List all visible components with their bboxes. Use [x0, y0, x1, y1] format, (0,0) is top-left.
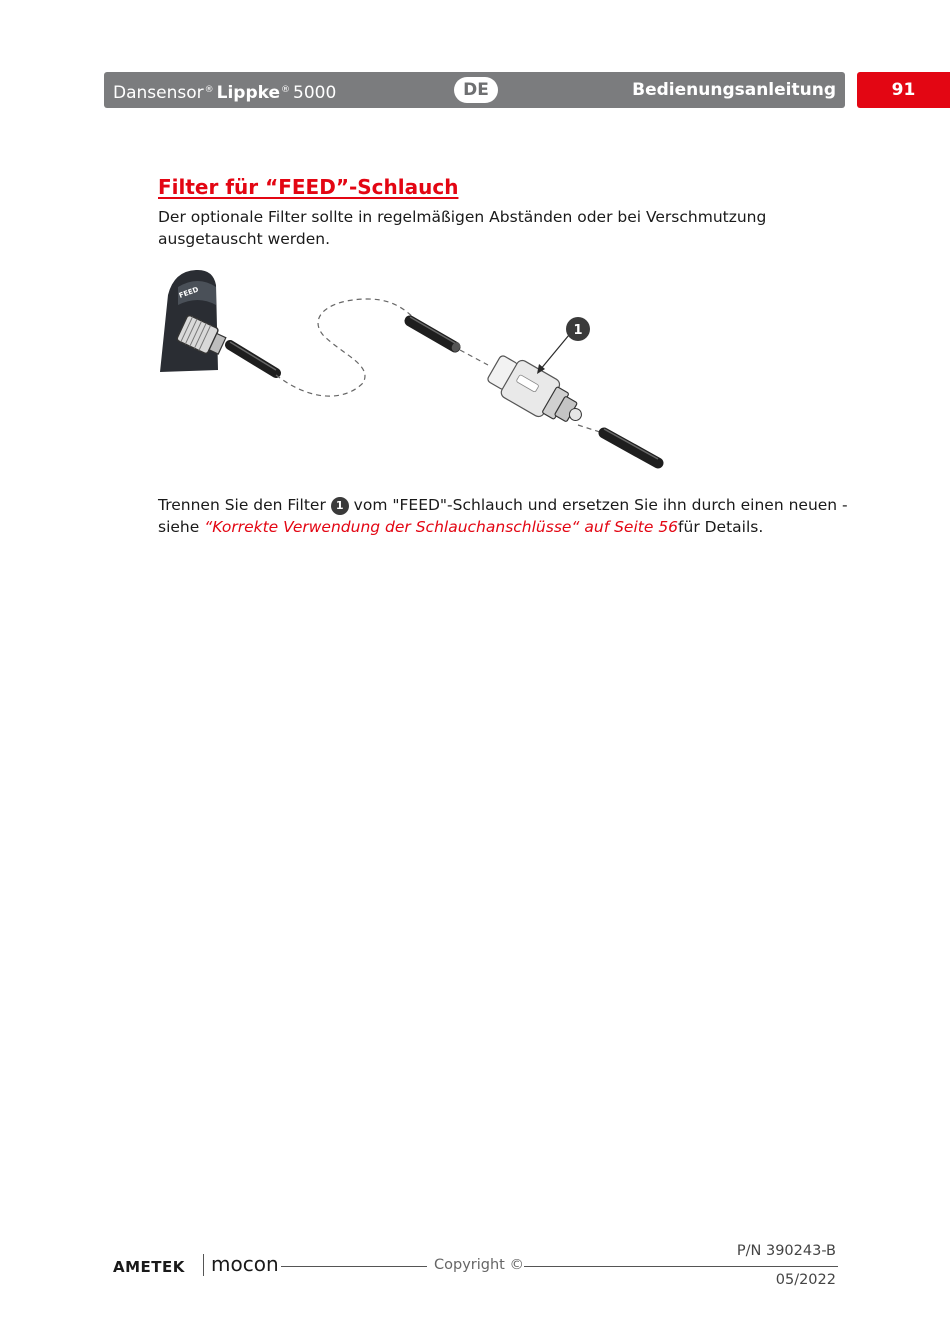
section-title: Filter für “FEED”-Schlauch — [158, 175, 459, 199]
ametek-logo: AMETEK — [113, 1258, 185, 1276]
part-number: P/N 390243-B — [736, 1243, 836, 1259]
intro-paragraph: Der optionale Filter sollte in regelmäßigen Abständen oder bei Verschmutzung ausgetauscht werden. — [158, 208, 767, 248]
copyright-notice: Copyright © — [434, 1257, 524, 1273]
product-name: Dansensor® Lippke® 5000 — [113, 83, 337, 103]
callout-number: 1 — [573, 323, 583, 338]
instruction-paragraph: Trennen Sie den Filter 1 vom "FEED"-Schlauch und ersetzen Sie ihn durch einen neuen - siehe “Korrekte Verwendung der Schlauchanschlüsse“ auf Seite 56für Details. — [158, 496, 848, 536]
document-type: Bedienungsanleitung — [632, 80, 836, 100]
tube-segment-upper — [410, 321, 455, 347]
feed-port-label: FEED — [177, 285, 200, 300]
language-badge: DE — [454, 77, 498, 103]
filter-illustration — [158, 265, 678, 480]
footer-rule-right — [524, 1266, 838, 1267]
cross-reference-link[interactable]: “Korrekte Verwendung der Schlauchanschlüsse“ auf Seite 56 — [204, 518, 679, 536]
header-bar — [104, 72, 845, 108]
logo-separator — [203, 1254, 204, 1276]
tube-segment-lower — [604, 433, 658, 463]
mocon-logo: mocon — [211, 1252, 279, 1276]
tube-stub-left — [230, 345, 276, 373]
dashed-tube-path — [276, 299, 428, 396]
footer-logos — [113, 1248, 283, 1278]
footer-rule-left — [281, 1266, 427, 1267]
replacement-filter — [484, 349, 592, 435]
revision-date: 05/2022 — [775, 1272, 836, 1288]
inline-callout-badge: 1 — [331, 497, 349, 515]
page-number: 91 — [857, 72, 950, 108]
